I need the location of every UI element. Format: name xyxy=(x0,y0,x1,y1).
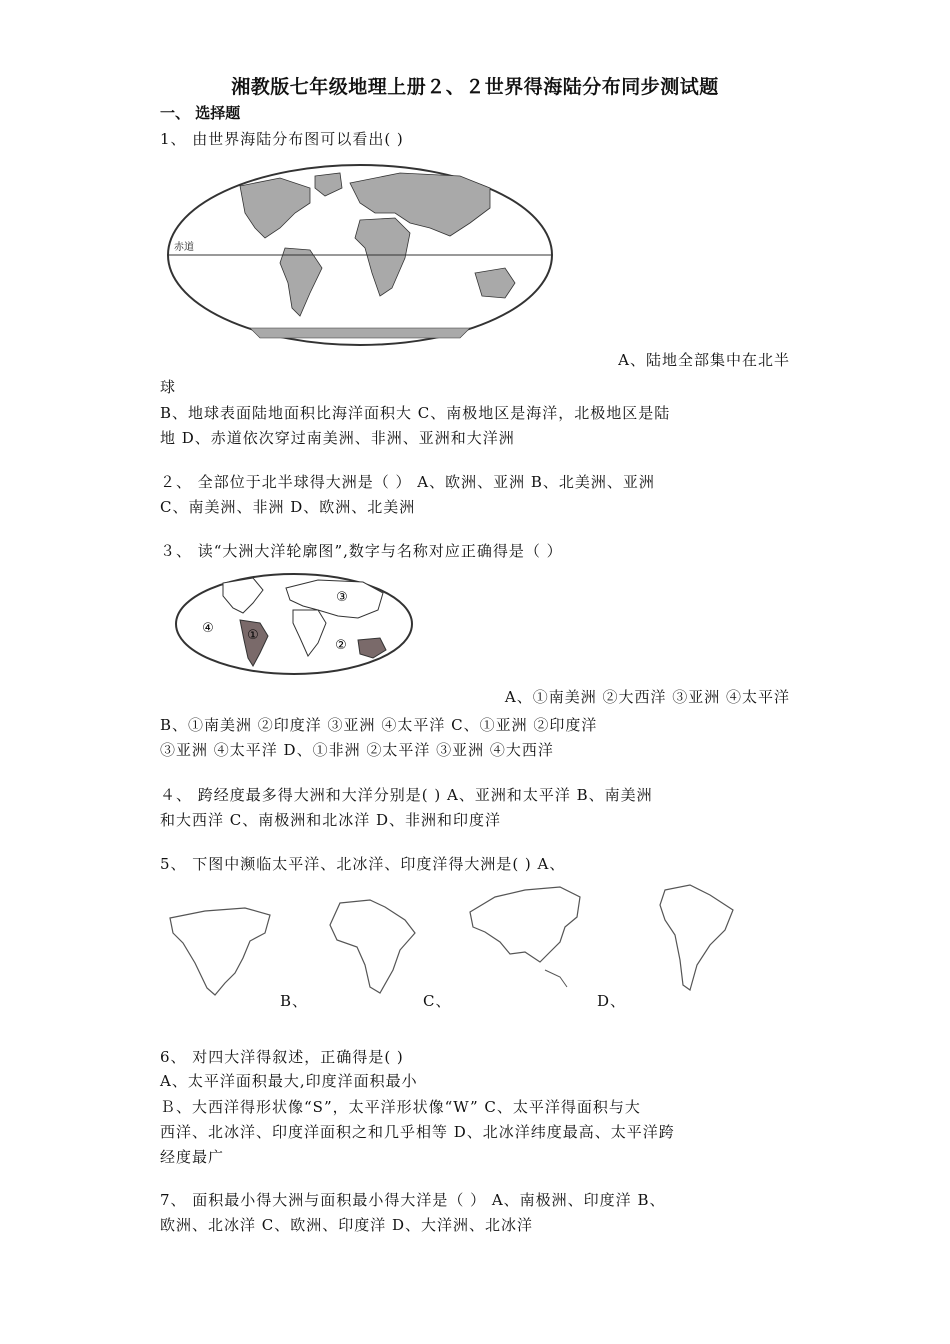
south-america-outline xyxy=(655,880,740,995)
q5-option-b: B、 xyxy=(280,992,309,1010)
asia-outline xyxy=(465,882,585,990)
q5-option-d: D、 xyxy=(597,992,627,1010)
q2-line2: C、南美洲、非洲 D、欧洲、北美洲 xyxy=(160,498,416,516)
q6-stem: 6、 对四大洋得叙述，正确得是( ) xyxy=(160,1048,404,1066)
q6-option-d-cont: 经度最广 xyxy=(160,1148,225,1166)
page-title: 湘教版七年级地理上册２、２世界得海陆分布同步测试题 xyxy=(231,76,719,98)
africa-outline xyxy=(325,895,420,997)
q1-stem: 1、 由世界海陆分布图可以看出( ) xyxy=(160,130,404,148)
q3-option-a: A、①南美洲 ②大西洋 ③亚洲 ④太平洋 xyxy=(504,688,790,706)
q5-stem: 5、 下图中濒临太平洋、北冰洋、印度洋得大洲是( ) A、 xyxy=(160,855,566,873)
section-heading: 一、 选择题 xyxy=(160,104,241,122)
q3-stem: ３、 读“大洲大洋轮廓图”,数字与名称对应正确得是（ ） xyxy=(160,542,563,560)
marker-4: ④ xyxy=(202,621,214,636)
q4-line2: 和大西洋 C、南极洲和北冰洋 D、非洲和印度洋 xyxy=(160,811,502,829)
q2-line1: ２、 全部位于北半球得大洲是（ ） A、欧洲、亚洲 B、北美洲、亚洲 xyxy=(160,473,655,491)
continents-oceans-map xyxy=(168,568,420,680)
q3-option-bc: B、①南美洲 ②印度洋 ③亚洲 ④太平洋 C、①亚洲 ②印度洋 xyxy=(160,716,598,734)
marker-2: ② xyxy=(335,638,347,653)
q1-option-d: 地 D、赤道依次穿过南美洲、非洲、亚洲和大洋洲 xyxy=(160,429,515,447)
q3-option-cd: ③亚洲 ④太平洋 D、①非洲 ②太平洋 ③亚洲 ④大西洋 xyxy=(160,741,554,759)
q1-option-bc: B、地球表面陆地面积比海洋面积大 C、南极地区是海洋，北极地区是陆 xyxy=(160,404,671,422)
marker-3: ③ xyxy=(336,590,348,605)
q7-line2: 欧洲、北冰洋 C、欧洲、印度洋 D、大洋洲、北冰洋 xyxy=(160,1216,534,1234)
equator-label: 赤道 xyxy=(174,242,194,253)
q6-option-cd: 西洋、北冰洋、印度洋面积之和几乎相等 D、北冰洋纬度最高、太平洋跨 xyxy=(160,1123,675,1141)
q6-option-bc: Ｂ、大西洋得形状像“S”，太平洋形状像“W” C、太平洋得面积与大 xyxy=(160,1098,641,1116)
q5-option-c: C、 xyxy=(423,992,452,1010)
q7-line1: 7、 面积最小得大洲与面积最小得大洋是（ ） A、南极洲、印度洋 B、 xyxy=(160,1191,666,1209)
q1-option-a: A、陆地全部集中在北半 xyxy=(618,351,790,369)
north-america-outline xyxy=(165,903,285,1003)
world-map xyxy=(160,158,560,353)
q4-line1: ４、 跨经度最多得大洲和大洋分别是( ) A、亚洲和太平洋 B、南美洲 xyxy=(160,786,653,804)
q1-option-a-cont: 球 xyxy=(160,378,177,396)
marker-1: ① xyxy=(247,628,259,643)
q6-option-a: A、太平洋面积最大,印度洋面积最小 xyxy=(160,1072,418,1090)
